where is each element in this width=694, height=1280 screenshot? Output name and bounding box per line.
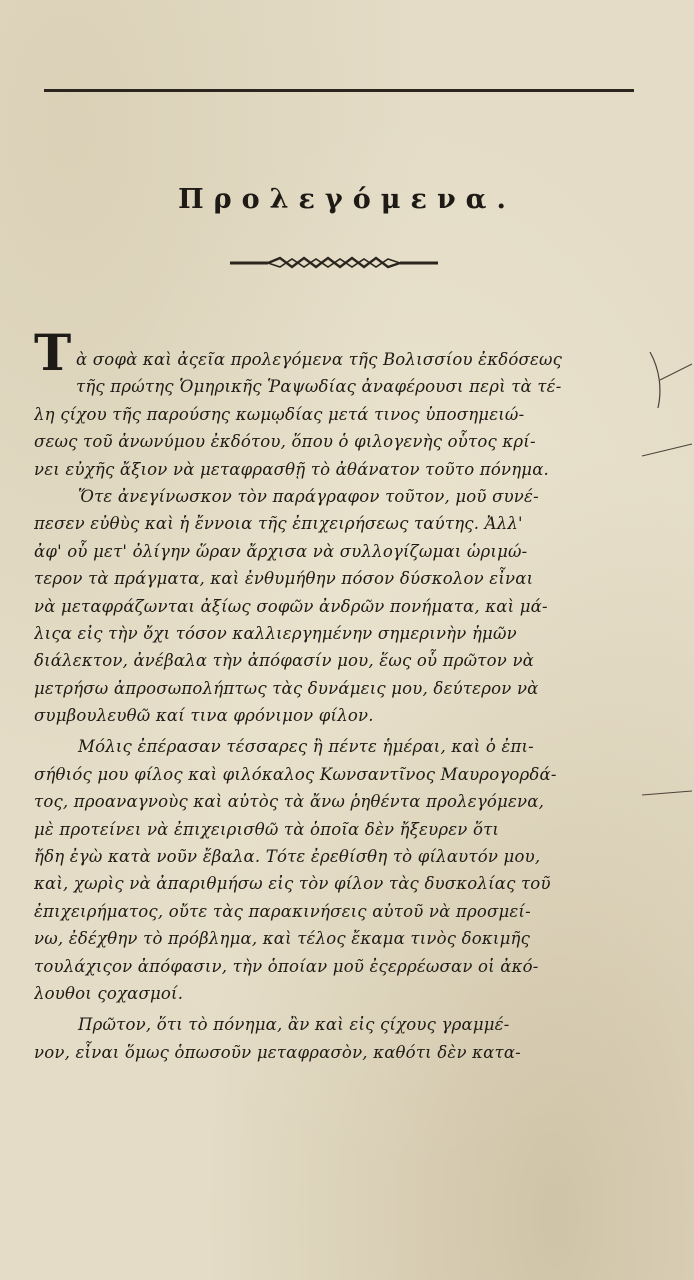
text-line: ἤδη ἐγὼ κατὰ νοῦν ἔβαλα. Τότε ἐρεθίσθη τὸ φίλαυτόν μου, — [34, 847, 541, 867]
text-line: σεως τοῦ ἀνωνύμου ἐκδότου, ὅπου ὁ φιλογενὴς οὗτος κρί- — [34, 432, 536, 452]
body-text — [34, 346, 628, 1066]
paragraph-2 — [34, 483, 628, 730]
margin-pencil-mark — [640, 440, 694, 460]
margin-pencil-mark — [646, 350, 694, 410]
paragraph-1 — [34, 346, 628, 483]
text-line: ὰ σοφὰ καὶ ἀςεῖα προλεγόμενα τῆς Βολισσίου ἐκδόσεως — [76, 350, 563, 369]
text-line: Μόλις ἐπέρασαν τέσσαρες ἢ πέντε ἡμέραι, καὶ ὁ ἐπι- — [78, 737, 534, 757]
paragraph-3 — [34, 733, 628, 1007]
text-line: μετρήσω ἀπροσωπολήπτως τὰς δυνάμεις μου, δεύτερον νὰ — [34, 678, 539, 698]
drop-capital: Τ — [34, 323, 72, 382]
text-line: τῆς πρώτης Ὁμηρικῆς Ῥαψωδίας ἀναφέρουσι περὶ τὰ τέ- — [76, 377, 562, 397]
text-line: τερον τὰ πράγματα, καὶ ἐνθυμήθην πόσον δύσκολον εἶναι — [34, 569, 534, 589]
text-line: νὰ μεταφράζωνται ἀξίως σοφῶν ἀνδρῶν πονήματα, καὶ μά- — [34, 596, 548, 616]
text-line: νει εὐχῆς ἄξιον νὰ μεταφρασθῇ τὸ ἀθάνατον τοῦτο πόνημα. — [34, 459, 549, 479]
paragraph-4 — [34, 1011, 628, 1066]
text-line: λη ςίχου τῆς παρούσης κωμῳδίας μετά τινος ὑποσημειώ- — [34, 404, 525, 424]
text-line: νον, εἶναι ὅμως ὁπωσοῦν μεταφρασὸν, καθότι δὲν κατα- — [34, 1042, 521, 1062]
text-line: τος, προαναγνοὺς καὶ αὐτὸς τὰ ἄνω ῥηθέντα προλεγόμενα, — [34, 792, 545, 812]
text-line: μὲ προτείνει νὰ ἐπιχειρισθῶ τὰ ὁποῖα δὲν ἤξευρεν ὅτι — [34, 819, 500, 839]
text-line: τουλάχιςον ἀπόφασιν, τὴν ὁποίαν μοῦ ἐςερρέωσαν οἱ ἀκό- — [34, 956, 539, 976]
text-line: καὶ, χωρὶς νὰ ἀπαριθμήσω εἰς τὸν φίλον τὰς δυσκολίας τοῦ — [34, 874, 551, 894]
text-line: λουθοι ςοχασμοί. — [34, 983, 184, 1003]
margin-pencil-mark — [640, 785, 694, 801]
text-line: Ὅτε ἀνεγίνωσκον τὸν παράγραφον τοῦτον, μοῦ συνέ- — [78, 486, 539, 506]
text-line: λιςα εἰς τὴν ὄχι τόσον καλλιεργημένην σημερινὴν ἡμῶν — [34, 623, 517, 643]
page-title: Προλεγόμενα. — [178, 184, 516, 215]
top-rule — [44, 89, 634, 92]
text-line: πεσεν εὐθὺς καὶ ἡ ἔννοια τῆς ἐπιχειρήσεως ταύτης. Ἀλλ' — [34, 514, 523, 534]
text-line: συμβουλευθῶ καί τινα φρόνιμον φίλον. — [34, 706, 374, 726]
text-line: Πρῶτον, ὅτι τὸ πόνημα, ἂν καὶ εἰς ςίχους γραμμέ- — [78, 1015, 510, 1035]
text-line: νω, ἐδέχθην τὸ πρόβλημα, καὶ τέλος ἔκαμα τινὸς δοκιμῆς — [34, 929, 531, 949]
text-line: ἀφ' οὗ μετ' ὀλίγην ὥραν ἄρχισα νὰ συλλογίζωμαι ὡριμώ- — [34, 541, 528, 561]
text-line: διάλεκτον, ἀνέβαλα τὴν ἀπόφασίν μου, ἕως οὗ πρῶτον νὰ — [34, 651, 535, 671]
text-line: σήθιός μου φίλος καὶ φιλόκαλος Κωνσαντῖνος Μαυρογορδά- — [34, 764, 557, 784]
ornament-divider — [228, 255, 440, 271]
text-line: ἐπιχειρήματος, οὔτε τὰς παρακινήσεις αὐτοῦ νὰ προσμεί- — [34, 901, 531, 921]
